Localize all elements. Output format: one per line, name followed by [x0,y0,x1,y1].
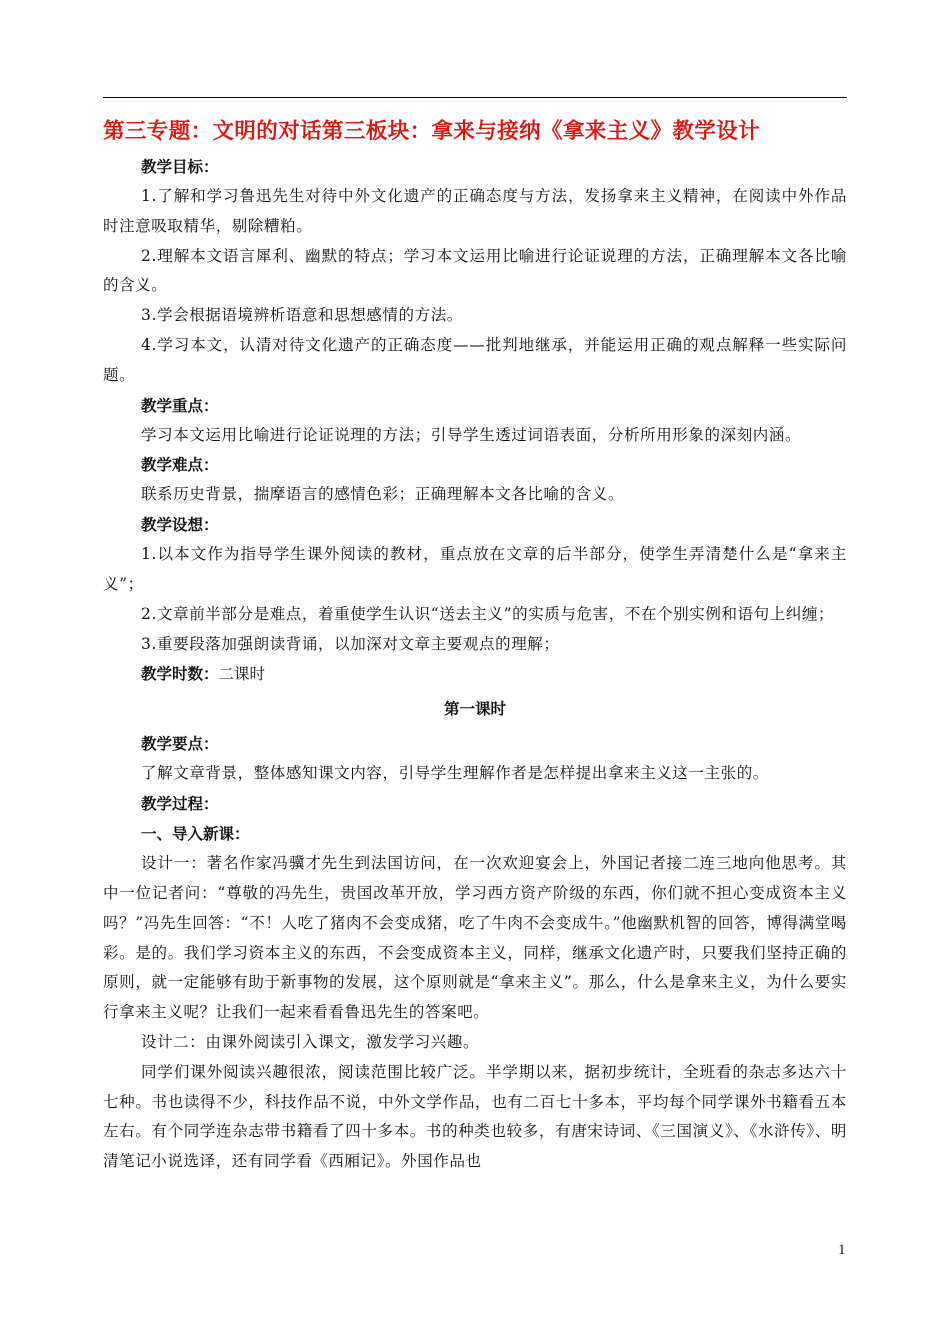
reading-paragraph: 同学们课外阅读兴趣很浓，阅读范围比较广泛。半学期以来，据初步统计，全班看的杂志多达六十七种。书也读得不少，科技作品不说，中外文学作品，也有二百七十多本，平均每个同学课外书籍看五本左右。有个同学连杂志带书籍看了四十多本。书的种类也较多，有唐宋诗词、《三国演义》、《水浒传》、明清笔记小说选译，还有同学看《西厢记》。外国作品也 [103,1062,847,1171]
idea-item: 2.文章前半部分是难点，着重使学生认识“送去主义”的实质与危害，不在个别实例和语句上纠缠； [141,604,835,623]
idea-item: 3.重要段落加强朗读背诵，以加深对文章主要观点的理解； [141,634,560,653]
hours-line [103,659,847,689]
page-number: 1 [838,1242,846,1258]
intro-heading: 一、导入新课： [141,824,250,844]
hours-value: 二课时 [218,665,266,684]
idea-heading: 教学设想： [141,515,219,535]
focus-text: 学习本文运用比喻进行论证说理的方法；引导学生透过词语表面，分析所用形象的深刻内涵。 [141,425,802,444]
design-two-paragraph: 设计二：由课外阅读引入课文，激发学习兴趣。 [141,1032,480,1051]
key-points-text: 了解文章背景，整体感知课文内容，引导学生理解作者是怎样提出拿来主义这一主张的。 [141,764,769,783]
design-one-paragraph: 设计一：著名作家冯骥才先生到法国访问，在一次欢迎宴会上，外国记者接二连三地向他思考。其中一位记者问：“尊敬的冯先生，贵国改革开放，学习西方资产阶级的东西，你们就不担心变成资本主义吗？”冯先生回答：“不！人吃了猪肉不会变成猪，吃了牛肉不会变成牛。”他幽默机智的回答，博得满堂喝彩。是的。我们学习资本主义的东西，不会变成资本主义，同样，继承文化遗产时，只要我们坚持正确的原则，就一定能够有助于新事物的发展，这个原则就是“拿来主义”。那么，什么是拿来主义，为什么要实行拿来主义呢？让我们一起来看看鲁迅先生的答案吧。 [103,854,847,1022]
document-title: 第三专题：文明的对话第三板块：拿来与接纳《拿来主义》教学设计 [103,119,761,144]
goal-item: 4.学习本文，认清对待文化遗产的正确态度——批判地继承，并能运用正确的观点解释一些实际问题。 [103,335,847,384]
idea-item: 1.以本文作为指导学生课外阅读的教材，重点放在文章的后半部分，使学生弄清楚什么是“拿来主义”； [103,545,847,593]
difficulty-text: 联系历史背景，揣摩语言的感情色彩；正确理解本文各比喻的含义。 [141,485,625,504]
header-rule [103,97,847,98]
document-body [103,112,847,1177]
key-points-heading: 教学要点： [141,734,219,754]
lesson-title: 第一课时 [443,699,506,719]
goal-item: 3.学会根据语境辨析语意和思想感情的方法。 [141,306,463,325]
process-heading: 教学过程： [141,794,219,814]
goal-item: 1.了解和学习鲁迅先生对待中外文化遗产的正确态度与方法，发扬拿来主义精神，在阅读中外作品时注意吸取精华，剔除糟粕。 [103,187,847,235]
goal-item: 2.理解本文语言犀利、幽默的特点；学习本文运用比喻进行论证说理的方法，正确理解本文各比喻的含义。 [103,246,847,295]
hours-heading: 教学时数： [141,664,219,684]
goals-heading: 教学目标： [141,157,219,176]
difficulty-heading: 教学难点： [141,455,219,475]
focus-heading: 教学重点： [141,395,219,415]
